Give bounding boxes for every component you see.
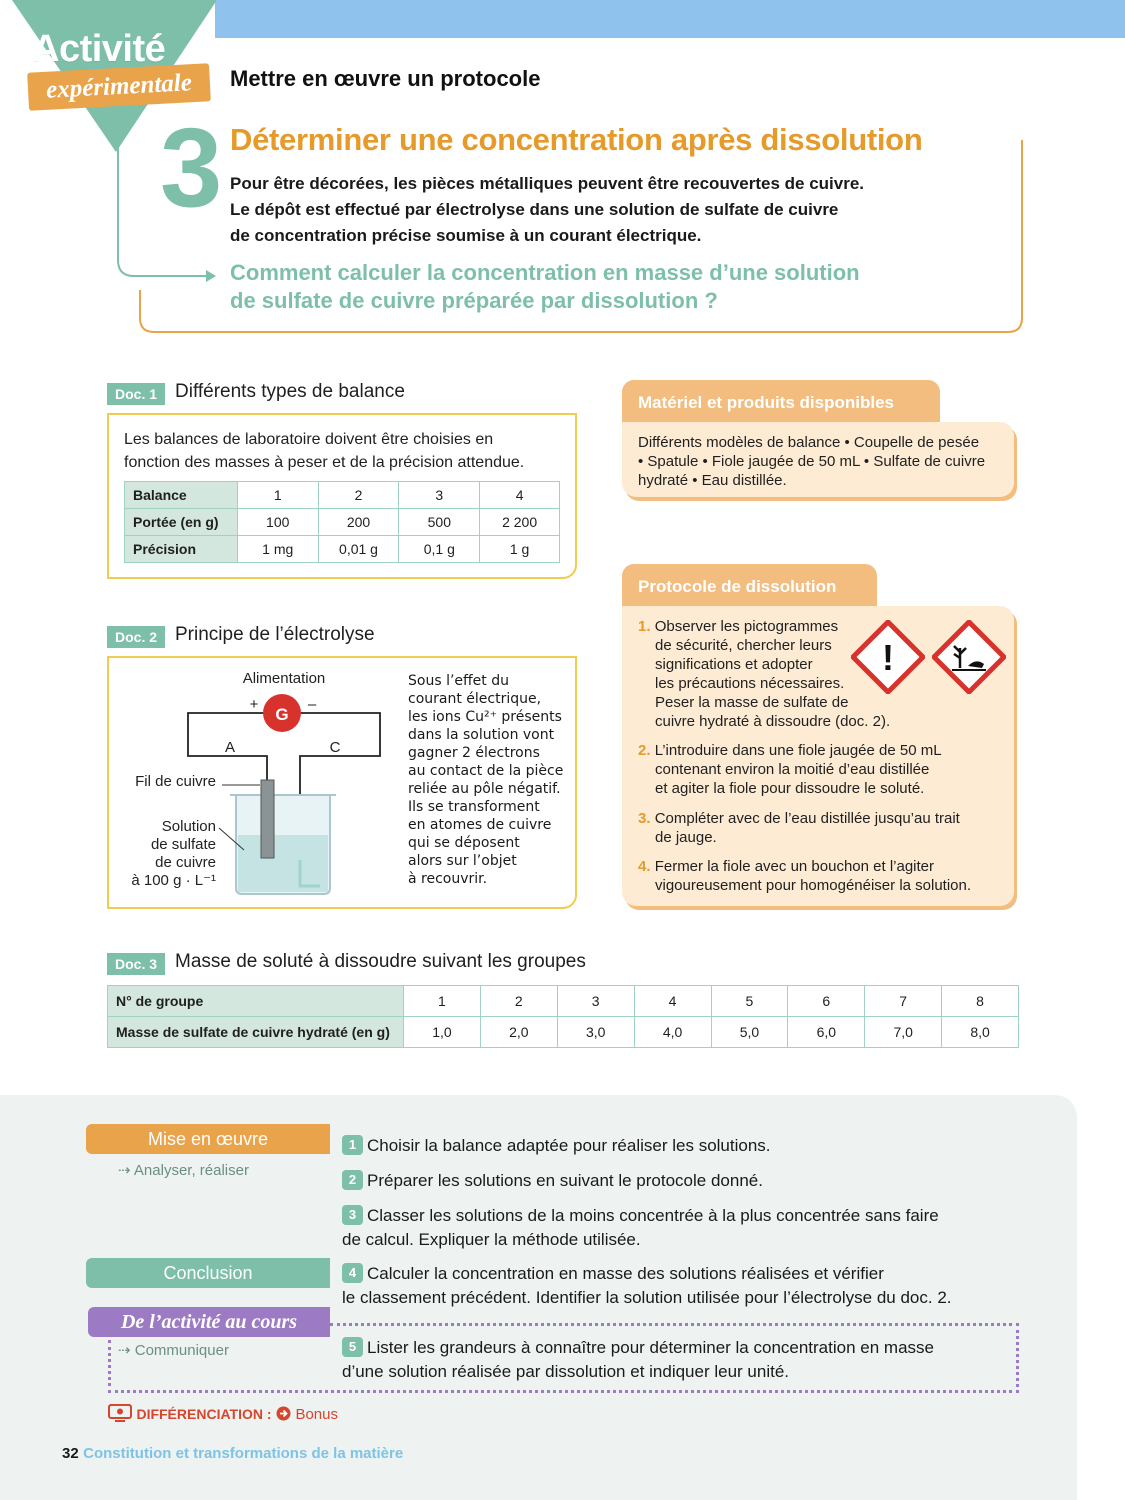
step-number: 4. bbox=[638, 858, 651, 875]
doc2-text-line: en atomes de cuivre bbox=[408, 817, 552, 833]
question-line: d’une solution réalisée par dissolution et indiquer leur unité. bbox=[342, 1362, 790, 1381]
monitor-icon bbox=[108, 1404, 132, 1422]
plus-terminal-label: + bbox=[249, 696, 259, 713]
table-cell: 6 bbox=[788, 986, 865, 1017]
doc2-title: Principe de l’électrolyse bbox=[175, 624, 375, 645]
electrolysis-diagram bbox=[110, 660, 400, 905]
arrow-icon: ⇢ bbox=[118, 1342, 131, 1359]
dotted-frame-left bbox=[108, 1340, 111, 1393]
question-number: 4 bbox=[342, 1263, 363, 1283]
doc2-text-line: à recouvrir. bbox=[408, 871, 488, 887]
step-text: Compléter avec de l’eau distillée jusqu’au trait bbox=[654, 810, 960, 827]
activity-badge-title: Activité bbox=[32, 28, 166, 70]
doc2-text-line: au contact de la pièce bbox=[408, 763, 564, 779]
materiel-list bbox=[638, 433, 1008, 490]
question-4 bbox=[342, 1262, 1022, 1310]
intro-line: de concentration précise soumise à un courant électrique. bbox=[230, 226, 702, 245]
table-header-cell: N° de groupe bbox=[108, 986, 404, 1017]
materiel-line: Différents modèles de balance • Coupelle de pesée bbox=[638, 434, 980, 451]
doc2-explanation bbox=[408, 672, 573, 888]
skill-text: Analyser, réaliser bbox=[133, 1162, 249, 1179]
question-line: Comment calculer la concentration en masse d’une solution bbox=[230, 260, 860, 285]
doc1-tag: Doc. 1 bbox=[107, 383, 165, 405]
table-cell: 2 bbox=[480, 986, 557, 1017]
table-cell: 8,0 bbox=[942, 1017, 1019, 1048]
step-line bbox=[638, 617, 868, 636]
table-cell: 2 200 bbox=[480, 509, 560, 536]
doc3-tag: Doc. 3 bbox=[107, 953, 165, 975]
table-cell: 7 bbox=[865, 986, 942, 1017]
question-text: Préparer les solutions en suivant le protocole donné. bbox=[367, 1171, 763, 1190]
solution-label-line: de cuivre bbox=[155, 854, 216, 871]
doc2-text-line: reliée au pôle négatif. bbox=[408, 781, 561, 797]
table-cell: 2,0 bbox=[480, 1017, 557, 1048]
differenciation-link[interactable] bbox=[108, 1404, 338, 1424]
table-cell: 1 bbox=[404, 986, 481, 1017]
table-cell: 100 bbox=[237, 509, 318, 536]
materiel-line: hydraté • Eau distillée. bbox=[638, 472, 787, 489]
activite-au-cours-label: De l’activité au cours bbox=[88, 1307, 330, 1337]
mise-en-oeuvre-label: Mise en œuvre bbox=[86, 1124, 330, 1154]
table-cell: 3 bbox=[557, 986, 634, 1017]
chapter-title: Constitution et transformations de la matière bbox=[83, 1445, 404, 1462]
table-row bbox=[125, 482, 560, 509]
question-text: Lister les grandeurs à connaître pour déterminer la concentration en masse bbox=[367, 1338, 934, 1357]
question-line bbox=[342, 1336, 1012, 1360]
activity-badge-subtitle: expérimentale bbox=[27, 63, 211, 110]
page-title: Déterminer une concentration après dissolution bbox=[230, 122, 923, 157]
question-number: 2 bbox=[342, 1170, 363, 1190]
question-line: de sulfate de cuivre préparée par dissolution ? bbox=[230, 288, 718, 313]
cathode-label: C bbox=[329, 739, 341, 756]
question-number: 1 bbox=[342, 1135, 363, 1155]
table-row bbox=[108, 986, 1019, 1017]
doc1-text-line: Les balances de laboratoire doivent être choisies en bbox=[124, 431, 494, 448]
generator-symbol: G bbox=[275, 705, 289, 724]
minus-terminal-label: – bbox=[307, 696, 317, 713]
intro-line: Le dépôt est effectué par électrolyse dans une solution de sulfate de cuivre bbox=[230, 200, 839, 219]
question-text: Classer les solutions de la moins concentrée à la plus concentrée sans faire bbox=[367, 1206, 939, 1225]
table-cell: 2 bbox=[318, 482, 399, 509]
bonus-link[interactable]: Bonus bbox=[295, 1406, 338, 1423]
page-number: 32 bbox=[62, 1445, 79, 1462]
step-text: Observer les pictogrammes bbox=[654, 618, 839, 635]
problem-question bbox=[230, 259, 990, 315]
arrow-circle-icon bbox=[276, 1406, 291, 1421]
intro-paragraph bbox=[230, 171, 990, 249]
conclusion-label: Conclusion bbox=[86, 1258, 330, 1288]
solution-label-line: à 100 g · L⁻¹ bbox=[131, 872, 216, 889]
protocol-step-2 bbox=[638, 741, 1008, 798]
top-color-band bbox=[215, 0, 1125, 38]
table-row bbox=[108, 1017, 1019, 1048]
protocol-step-4 bbox=[638, 857, 1008, 895]
table-cell: 7,0 bbox=[865, 1017, 942, 1048]
step-line: cuivre hydraté à dissoudre (doc. 2). bbox=[655, 713, 891, 730]
pictogram-glyph: ! bbox=[882, 637, 894, 678]
doc1-text-line: fonction des masses à peser et de la précision attendue. bbox=[124, 454, 525, 471]
table-header-cell: Masse de sulfate de cuivre hydraté (en g) bbox=[108, 1017, 404, 1048]
skill-text: Communiquer bbox=[134, 1342, 229, 1359]
step-text: Fermer la fiole avec un bouchon et l’agiter bbox=[654, 858, 935, 875]
table-cell: 6,0 bbox=[788, 1017, 865, 1048]
step-number: 2. bbox=[638, 742, 651, 759]
materiel-line: • Spatule • Fiole jaugée de 50 mL • Sulfate de cuivre bbox=[638, 453, 986, 470]
protocole-panel-title: Protocole de dissolution bbox=[622, 564, 877, 606]
table-cell: 1 g bbox=[480, 536, 560, 563]
step-line: de sécurité, chercher leurs bbox=[655, 637, 832, 654]
step-line bbox=[638, 741, 1008, 760]
table-cell: 1,0 bbox=[404, 1017, 481, 1048]
question-line bbox=[342, 1262, 1022, 1286]
table-cell: 0,01 g bbox=[318, 536, 399, 563]
step-line: les précautions nécessaires. bbox=[655, 675, 845, 692]
question-number: 5 bbox=[342, 1337, 363, 1357]
table-cell: 4 bbox=[480, 482, 560, 509]
doc2-text-line: qui se déposent bbox=[408, 835, 520, 851]
intro-line: Pour être décorées, les pièces métalliques peuvent être recouvertes de cuivre. bbox=[230, 174, 865, 193]
doc2-text-line: courant électrique, bbox=[408, 691, 542, 707]
doc2-text-line: Ils se transforment bbox=[408, 799, 540, 815]
hazard-environment-icon bbox=[932, 620, 1006, 694]
groups-table bbox=[107, 985, 1019, 1048]
table-cell: 3,0 bbox=[557, 1017, 634, 1048]
protocol-step-1 bbox=[638, 617, 891, 731]
doc2-text-line: les ions Cu²⁺ présents bbox=[408, 709, 562, 725]
doc2-text-line: Sous l’effet du bbox=[408, 673, 509, 689]
table-cell: 3 bbox=[399, 482, 480, 509]
table-header-cell: Précision bbox=[125, 536, 238, 563]
table-cell: 1 bbox=[237, 482, 318, 509]
skill-analyser bbox=[118, 1161, 249, 1179]
table-cell: 4 bbox=[634, 986, 711, 1017]
table-header-cell: Portée (en g) bbox=[125, 509, 238, 536]
doc1-text bbox=[124, 428, 564, 474]
step-line: Peser la masse de sulfate de bbox=[655, 694, 849, 711]
anode-label: A bbox=[224, 739, 236, 756]
doc2-text-line: dans la solution vont bbox=[408, 727, 555, 743]
step-text: L’introduire dans une fiole jaugée de 50 mL bbox=[654, 742, 942, 759]
question-text: Choisir la balance adaptée pour réaliser les solutions. bbox=[367, 1136, 771, 1155]
arrow-icon: ⇢ bbox=[118, 1162, 131, 1179]
hazard-exclamation-icon bbox=[851, 620, 925, 694]
question-5 bbox=[342, 1336, 1012, 1384]
table-row bbox=[125, 536, 560, 563]
table-cell: 0,1 g bbox=[399, 536, 480, 563]
balance-table bbox=[124, 481, 560, 563]
step-number: 3. bbox=[638, 810, 651, 827]
kicker-heading: Mettre en œuvre un protocole bbox=[230, 66, 541, 91]
step-line: et agiter la fiole pour dissoudre le soluté. bbox=[655, 780, 925, 797]
page-footer bbox=[62, 1445, 403, 1463]
skill-communiquer bbox=[118, 1341, 229, 1359]
table-cell: 200 bbox=[318, 509, 399, 536]
table-cell: 5,0 bbox=[711, 1017, 788, 1048]
table-cell: 1 mg bbox=[237, 536, 318, 563]
question-1 bbox=[342, 1134, 1012, 1158]
table-row bbox=[125, 509, 560, 536]
table-cell: 5 bbox=[711, 986, 788, 1017]
question-2 bbox=[342, 1169, 1012, 1193]
doc2-tag: Doc. 2 bbox=[107, 626, 165, 648]
question-line: le classement précédent. Identifier la solution utilisée pour l’électrolyse du doc. 2. bbox=[342, 1288, 952, 1307]
doc1-title: Différents types de balance bbox=[175, 381, 405, 402]
differenciation-label: DIFFÉRENCIATION : bbox=[136, 1406, 272, 1422]
power-supply-label: Alimentation bbox=[242, 670, 326, 687]
protocol-step-3 bbox=[638, 809, 1008, 847]
step-line: vigoureusement pour homogénéiser la solution. bbox=[655, 877, 972, 894]
step-line bbox=[638, 809, 1008, 828]
materiel-panel-title: Matériel et produits disponibles bbox=[622, 380, 940, 422]
table-cell: 500 bbox=[399, 509, 480, 536]
doc3-title: Masse de soluté à dissoudre suivant les groupes bbox=[175, 951, 586, 972]
table-header-cell: Balance bbox=[125, 482, 238, 509]
solution-label-line: Solution bbox=[161, 818, 216, 835]
table-cell: 8 bbox=[942, 986, 1019, 1017]
step-line: de jauge. bbox=[655, 829, 717, 846]
step-line: contenant environ la moitié d’eau distillée bbox=[655, 761, 930, 778]
table-cell: 4,0 bbox=[634, 1017, 711, 1048]
question-line bbox=[342, 1204, 1012, 1228]
question-line: de calcul. Expliquer la méthode utilisée. bbox=[342, 1230, 641, 1249]
step-number: 1. bbox=[638, 618, 651, 635]
solution-label-line: de sulfate bbox=[150, 836, 216, 853]
copper-wire-label: Fil de cuivre bbox=[135, 773, 216, 790]
activity-number: 3 bbox=[160, 105, 223, 230]
step-line bbox=[638, 857, 1008, 876]
doc2-text-line: gagner 2 électrons bbox=[408, 745, 540, 761]
question-number: 3 bbox=[342, 1205, 363, 1225]
doc2-text-line: alors sur l’objet bbox=[408, 853, 517, 869]
step-line: significations et adopter bbox=[655, 656, 813, 673]
question-text: Calculer la concentration en masse des solutions réalisées et vérifier bbox=[367, 1264, 884, 1283]
question-3 bbox=[342, 1204, 1012, 1252]
